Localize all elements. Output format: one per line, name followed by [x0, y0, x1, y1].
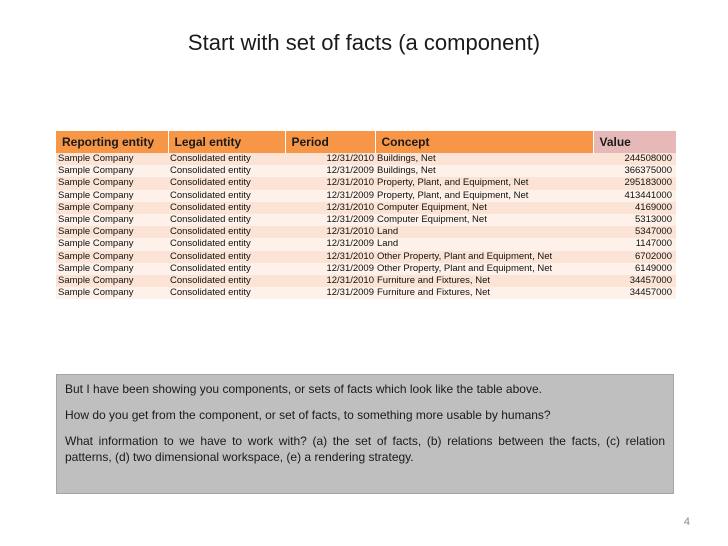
cell-legal-entity: Consolidated entity [168, 214, 285, 226]
cell-concept: Land [375, 238, 593, 250]
cell-value: 295183000 [593, 177, 676, 189]
cell-legal-entity: Consolidated entity [168, 177, 285, 189]
table-row [56, 165, 676, 177]
header-reporting-entity: Reporting entity [56, 131, 168, 153]
table-row [56, 263, 676, 275]
header-value: Value [593, 131, 676, 153]
cell-value: 6149000 [593, 263, 676, 275]
table-row [56, 287, 676, 299]
cell-reporting-entity: Sample Company [56, 153, 168, 165]
cell-period: 12/31/2009 [285, 238, 375, 250]
cell-concept: Land [375, 226, 593, 238]
cell-reporting-entity: Sample Company [56, 202, 168, 214]
cell-value: 5347000 [593, 226, 676, 238]
table-row [56, 226, 676, 238]
cell-value: 413441000 [593, 190, 676, 202]
table-row [56, 153, 676, 165]
cell-legal-entity: Consolidated entity [168, 275, 285, 287]
cell-legal-entity: Consolidated entity [168, 202, 285, 214]
cell-concept: Other Property, Plant and Equipment, Net [375, 263, 593, 275]
cell-period: 12/31/2010 [285, 177, 375, 189]
cell-reporting-entity: Sample Company [56, 287, 168, 299]
note-box [56, 374, 674, 494]
cell-period: 12/31/2010 [285, 275, 375, 287]
cell-legal-entity: Consolidated entity [168, 251, 285, 263]
cell-concept: Furniture and Fixtures, Net [375, 287, 593, 299]
cell-legal-entity: Consolidated entity [168, 263, 285, 275]
cell-period: 12/31/2010 [285, 202, 375, 214]
table-header-row [56, 131, 676, 153]
cell-value: 6702000 [593, 251, 676, 263]
table-row [56, 251, 676, 263]
cell-reporting-entity: Sample Company [56, 177, 168, 189]
cell-reporting-entity: Sample Company [56, 251, 168, 263]
cell-period: 12/31/2009 [285, 190, 375, 202]
cell-reporting-entity: Sample Company [56, 263, 168, 275]
header-concept: Concept [375, 131, 593, 153]
page-number: 4 [683, 516, 690, 528]
cell-period: 12/31/2009 [285, 287, 375, 299]
cell-concept: Buildings, Net [375, 153, 593, 165]
cell-concept: Computer Equipment, Net [375, 214, 593, 226]
header-period: Period [285, 131, 375, 153]
cell-period: 12/31/2009 [285, 165, 375, 177]
cell-value: 5313000 [593, 214, 676, 226]
cell-period: 12/31/2010 [285, 153, 375, 165]
cell-concept: Computer Equipment, Net [375, 202, 593, 214]
cell-reporting-entity: Sample Company [56, 190, 168, 202]
cell-period: 12/31/2009 [285, 263, 375, 275]
table-row [56, 202, 676, 214]
cell-concept: Property, Plant, and Equipment, Net [375, 177, 593, 189]
cell-period: 12/31/2010 [285, 251, 375, 263]
cell-legal-entity: Consolidated entity [168, 238, 285, 250]
cell-legal-entity: Consolidated entity [168, 165, 285, 177]
cell-legal-entity: Consolidated entity [168, 190, 285, 202]
cell-value: 366375000 [593, 165, 676, 177]
note-line-3: What information to we have to work with? (a) the set of facts, (b) relations between the facts, (c) relation patterns, (d) two dimensional workspace, (e) a rendering strategy. [65, 434, 665, 464]
cell-period: 12/31/2009 [285, 214, 375, 226]
cell-concept: Property, Plant, and Equipment, Net [375, 190, 593, 202]
cell-reporting-entity: Sample Company [56, 165, 168, 177]
slide-title: Start with set of facts (a component) [187, 30, 541, 55]
table-row [56, 238, 676, 250]
header-legal-entity: Legal entity [168, 131, 285, 153]
cell-concept: Other Property, Plant and Equipment, Net [375, 251, 593, 263]
cell-value: 34457000 [593, 287, 676, 299]
cell-concept: Buildings, Net [375, 165, 593, 177]
table-body [56, 153, 676, 299]
cell-value: 4169000 [593, 202, 676, 214]
facts-table [56, 131, 676, 299]
table-row [56, 275, 676, 287]
cell-reporting-entity: Sample Company [56, 238, 168, 250]
cell-concept: Furniture and Fixtures, Net [375, 275, 593, 287]
cell-value: 244508000 [593, 153, 676, 165]
cell-legal-entity: Consolidated entity [168, 153, 285, 165]
cell-value: 34457000 [593, 275, 676, 287]
cell-period: 12/31/2010 [285, 226, 375, 238]
cell-value: 1147000 [593, 238, 676, 250]
note-line-2: How do you get from the component, or set of facts, to something more usable by humans? [65, 408, 551, 422]
cell-reporting-entity: Sample Company [56, 275, 168, 287]
note-line-1: But I have been showing you components, or sets of facts which look like the table above. [65, 382, 542, 396]
cell-reporting-entity: Sample Company [56, 214, 168, 226]
table-row [56, 190, 676, 202]
table-row [56, 177, 676, 189]
table-row [56, 214, 676, 226]
cell-legal-entity: Consolidated entity [168, 287, 285, 299]
cell-legal-entity: Consolidated entity [168, 226, 285, 238]
cell-reporting-entity: Sample Company [56, 226, 168, 238]
